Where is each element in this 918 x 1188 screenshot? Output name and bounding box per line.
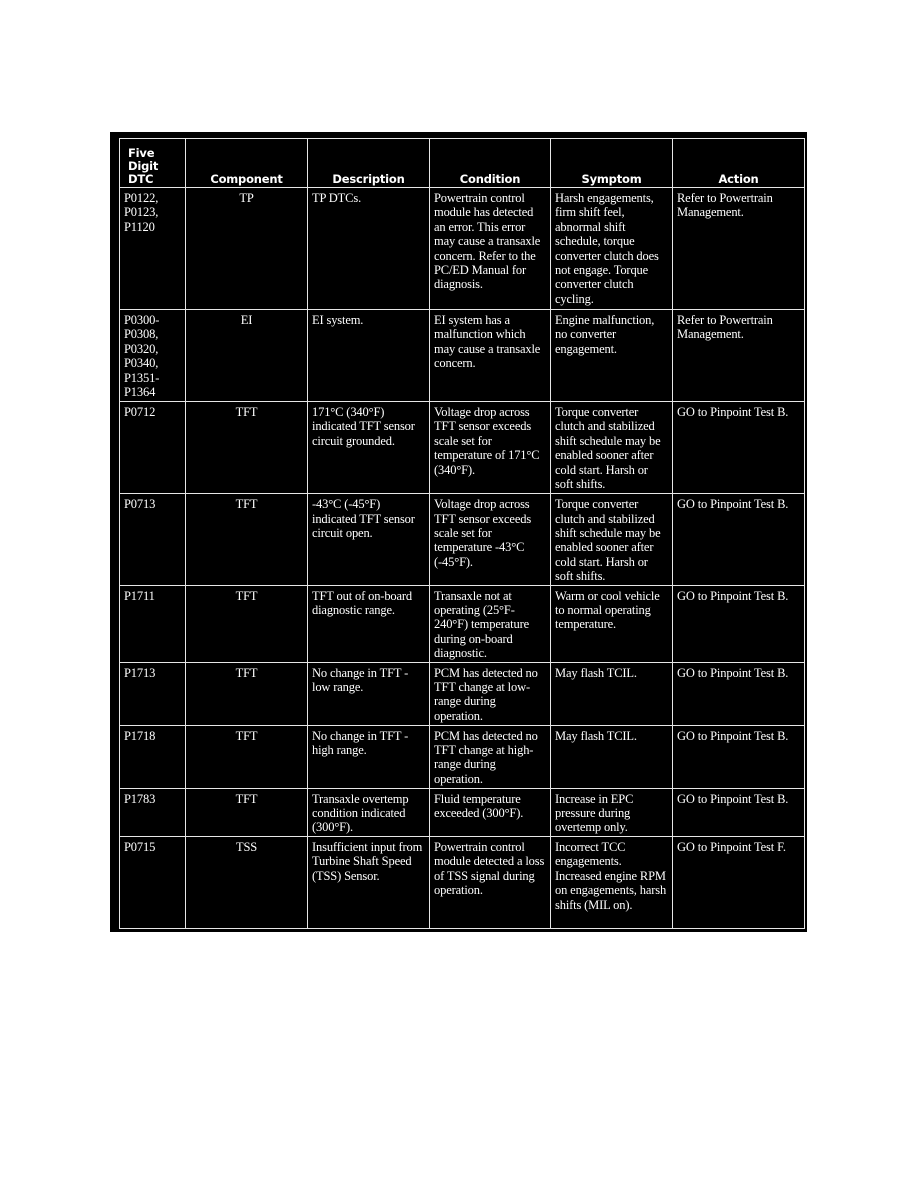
table-row [120,662,805,725]
table-row [120,494,805,585]
symptom-cell: Incorrect TCC engagements. Increased engine RPM on engagements, harsh shifts (MIL on). [551,836,673,928]
dtc-code: P0320, [124,341,159,356]
symptom-cell: Torque converter clutch and stabilized shift schedule may be enabled sooner after cold start. Harsh or soft shifts. [551,494,673,585]
dtc-code-cell [120,494,186,585]
header-description: Description [308,139,430,188]
condition-cell: Voltage drop across TFT sensor exceeds scale set for temperature -43°C (-45°F). [430,494,551,585]
symptom-cell: Increase in EPC pressure during overtemp only. [551,788,673,836]
action-cell: GO to Pinpoint Test B. [673,585,805,662]
description-cell: No change in TFT - low range. [308,662,430,725]
condition-cell: Voltage drop across TFT sensor exceeds scale set for temperature of 171°C (340°F). [430,402,551,494]
dtc-code-cell [120,310,186,402]
description-cell: Insufficient input from Turbine Shaft Speed (TSS) Sensor. [308,836,430,928]
condition-cell: PCM has detected no TFT change at low-range during operation. [430,662,551,725]
table-row [120,310,805,402]
table-header-row [120,139,805,188]
table-row [120,725,805,788]
condition-cell: Fluid temperature exceeded (300°F). [430,788,551,836]
table-row [120,836,805,928]
dtc-code-cell [120,585,186,662]
action-cell: Refer to Powertrain Management. [673,188,805,310]
header-dtc-line: DTC [128,172,154,186]
dtc-code: P0300- [124,313,160,328]
condition-cell: Powertrain control module has detected an error. This error may cause a transaxle concern. Refer to the PC/ED Manual for diagnosis. [430,188,551,310]
condition-cell: Powertrain control module detected a loss of TSS signal during operation. [430,836,551,928]
action-cell: GO to Pinpoint Test B. [673,788,805,836]
dtc-code-cell [120,662,186,725]
condition-cell: Transaxle not at operating (25°F-240°F) temperature during on-board diagnostic. [430,585,551,662]
dtc-code: P0123, [124,205,159,220]
symptom-cell: May flash TCIL. [551,725,673,788]
description-cell: Transaxle overtemp condition indicated (300°F). [308,788,430,836]
dtc-code-cell [120,836,186,928]
component-cell: EI [186,310,308,402]
component-cell: TFT [186,788,308,836]
component-cell: TFT [186,402,308,494]
action-cell: GO to Pinpoint Test B. [673,725,805,788]
dtc-code: P0122, [124,191,159,205]
dtc-code: P1718 [124,728,156,743]
symptom-cell: Engine malfunction, no converter engagement. [551,310,673,402]
dtc-table-panel [110,132,807,932]
action-cell: GO to Pinpoint Test B. [673,402,805,494]
action-cell: GO to Pinpoint Test B. [673,662,805,725]
header-condition: Condition [430,139,551,188]
description-cell: TP DTCs. [308,188,430,310]
header-symptom: Symptom [551,139,673,188]
header-dtc-line: Digit [128,159,159,173]
dtc-code: P1713 [124,665,156,680]
dtc-code: P1711 [124,588,155,603]
header-dtc-line: Five [128,146,155,160]
component-cell: TP [186,188,308,310]
symptom-cell: Torque converter clutch and stabilized shift schedule may be enabled sooner after cold start. Harsh or soft shifts. [551,402,673,494]
header-dtc [120,139,186,188]
dtc-code: P1351- [124,370,160,385]
symptom-cell: Warm or cool vehicle to normal operating temperature. [551,585,673,662]
table-row [120,788,805,836]
condition-cell: EI system has a malfunction which may cause a transaxle concern. [430,310,551,402]
table-row [120,188,805,310]
dtc-code: P0712 [124,405,156,420]
dtc-code: P1783 [124,791,156,806]
dtc-code-cell [120,725,186,788]
description-cell: EI system. [308,310,430,402]
symptom-cell: Harsh engagements, firm shift feel, abnormal shift schedule, torque converter clutch does not engage. Torque converter clutch cycling. [551,188,673,310]
dtc-code: P1120 [124,219,155,234]
symptom-cell: May flash TCIL. [551,662,673,725]
dtc-code: P0340, [124,356,159,371]
table-row [120,585,805,662]
action-cell: GO to Pinpoint Test F. [673,836,805,928]
description-cell: -43°C (-45°F) indicated TFT sensor circuit open. [308,494,430,585]
dtc-code: P0713 [124,497,156,512]
dtc-code-cell [120,402,186,494]
action-cell: Refer to Powertrain Management. [673,310,805,402]
header-component: Component [186,139,308,188]
dtc-code: P0715 [124,839,156,854]
component-cell: TSS [186,836,308,928]
description-cell: TFT out of on-board diagnostic range. [308,585,430,662]
component-cell: TFT [186,662,308,725]
description-cell: 171°C (340°F) indicated TFT sensor circuit grounded. [308,402,430,494]
component-cell: TFT [186,725,308,788]
action-cell: GO to Pinpoint Test B. [673,494,805,585]
dtc-code: P0308, [124,327,159,342]
condition-cell: PCM has detected no TFT change at high-range during operation. [430,725,551,788]
dtc-code: P1364 [124,385,156,400]
description-cell: No change in TFT - high range. [308,725,430,788]
dtc-code-cell [120,788,186,836]
table-row [120,402,805,494]
dtc-code-cell [120,188,186,310]
dtc-table [119,138,805,929]
component-cell: TFT [186,494,308,585]
header-action: Action [673,139,805,188]
component-cell: TFT [186,585,308,662]
